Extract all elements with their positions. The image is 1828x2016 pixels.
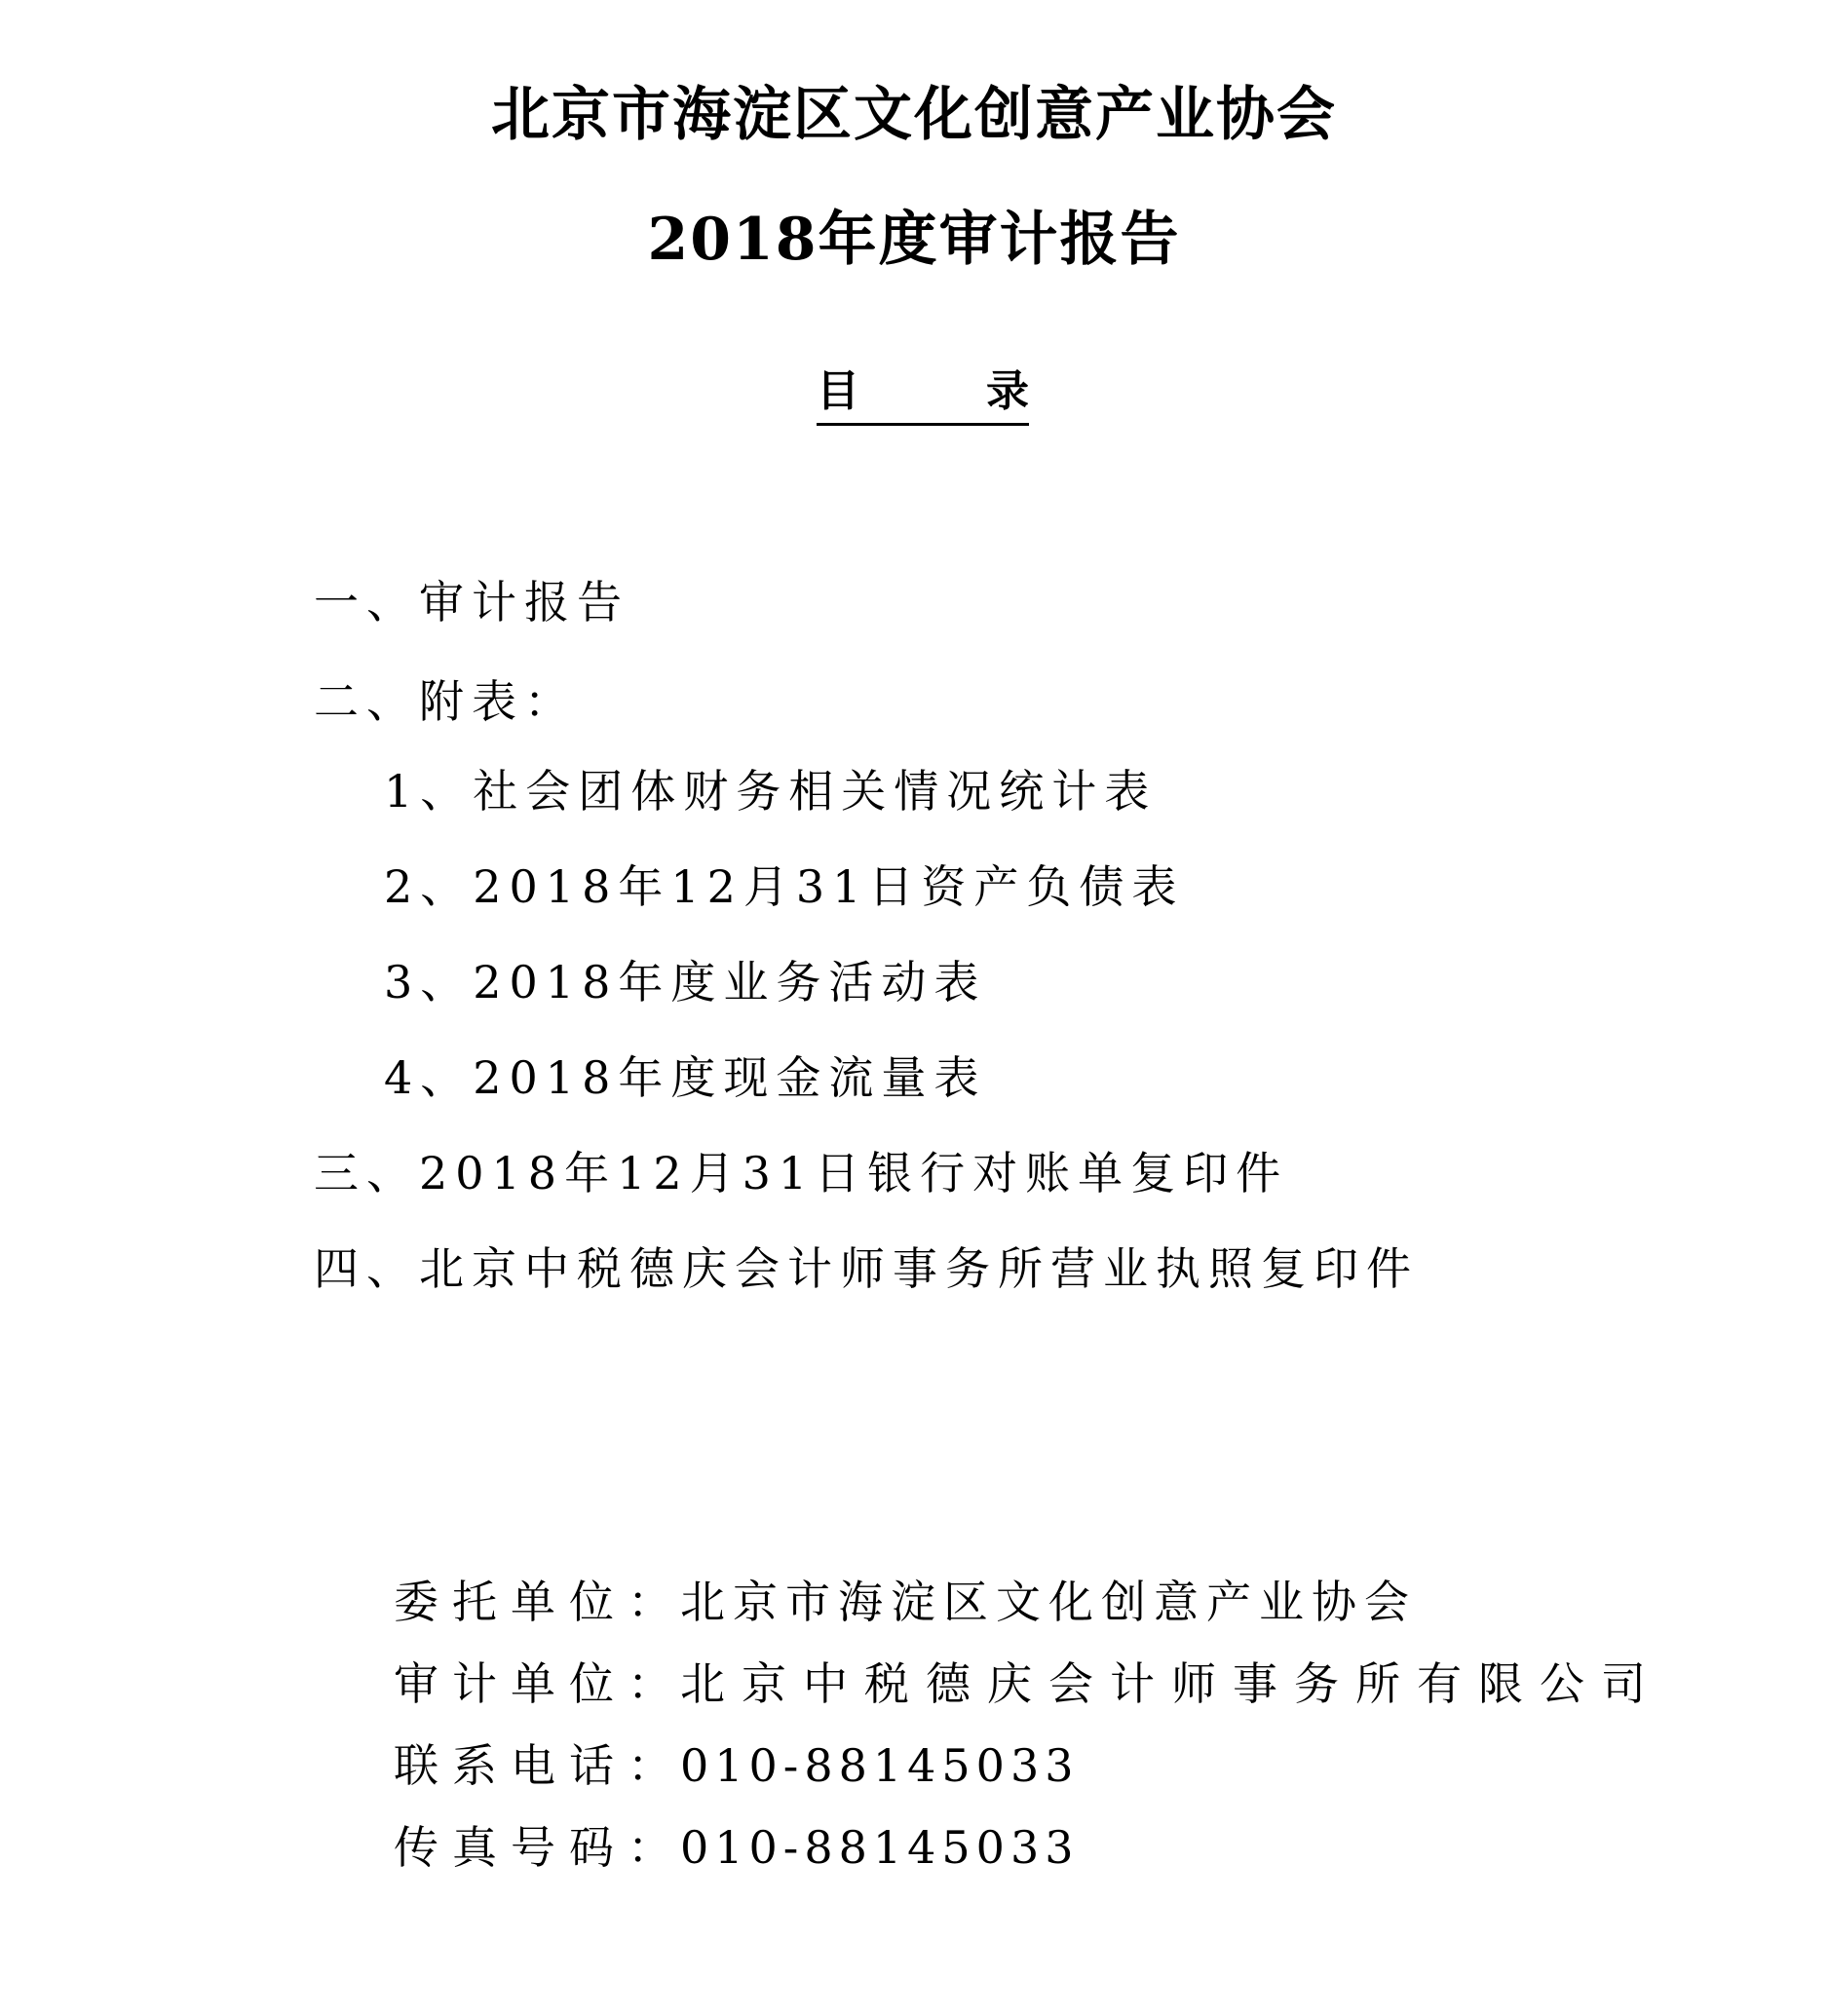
info-row-auditor — [394, 1655, 1662, 1713]
toc-heading-char-1: 目 — [817, 366, 859, 416]
toc-item-audit-report: 一、审计报告 — [314, 576, 629, 628]
toc-heading-char-2: 录 — [986, 366, 1029, 416]
document-subtitle: 2018年度审计报告 — [647, 206, 1181, 274]
toc-subitem-statistics-table: 1、社会团体财务相关情况统计表 — [384, 765, 1158, 818]
phone-value: 010-88145033 — [680, 1739, 1080, 1792]
toc-subitem-activity-statement: 3、2018年度业务活动表 — [384, 956, 987, 1008]
toc-subitem-balance-sheet: 2、2018年12月31日资产负债表 — [384, 860, 1185, 913]
info-row-fax — [394, 1818, 1079, 1877]
info-row-client — [394, 1573, 1417, 1631]
fax-label: 传真号码： — [394, 1821, 686, 1874]
auditor-label: 审计单位： — [394, 1657, 686, 1710]
toc-item-business-license: 四、北京中税德庆会计师事务所营业执照复印件 — [314, 1242, 1419, 1295]
info-row-phone — [394, 1736, 1079, 1795]
phone-label: 联系电话： — [394, 1739, 686, 1792]
client-value: 北京市海淀区文化创意产业协会 — [680, 1576, 1417, 1628]
auditor-value: 北京中税德庆会计师事务所有限公司 — [680, 1657, 1662, 1710]
document-title: 北京市海淀区文化创意产业协会 — [491, 81, 1337, 149]
toc-heading — [817, 361, 1029, 426]
client-label: 委托单位： — [394, 1576, 686, 1628]
toc-item-bank-statement: 三、2018年12月31日银行对账单复印件 — [314, 1147, 1289, 1199]
toc-item-attachments: 二、附表： — [314, 675, 577, 728]
toc-subitem-cash-flow: 4、2018年度现金流量表 — [384, 1051, 987, 1104]
fax-value: 010-88145033 — [680, 1821, 1080, 1874]
